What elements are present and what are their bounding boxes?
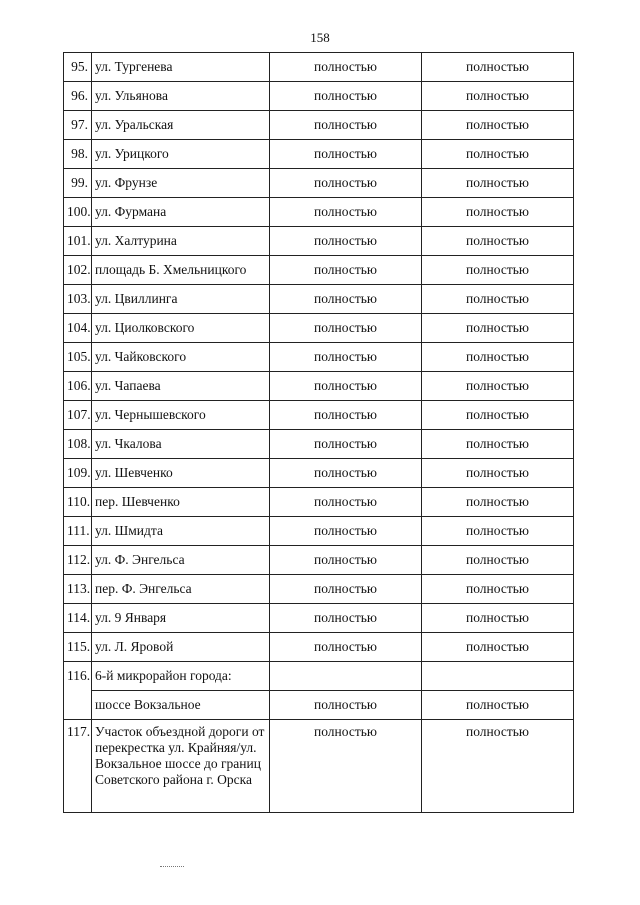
- coverage-cell-1: полностью: [270, 459, 422, 488]
- table-row: [64, 430, 574, 459]
- row-number: 104.: [64, 314, 92, 343]
- street-name: площадь Б. Хмельницкого: [92, 256, 270, 285]
- row-number: 111.: [64, 517, 92, 546]
- coverage-cell-2: полностью: [422, 82, 574, 111]
- row-number: 106.: [64, 372, 92, 401]
- table-row: [64, 82, 574, 111]
- coverage-cell-2: полностью: [422, 111, 574, 140]
- table-row: [64, 546, 574, 575]
- coverage-cell-2: полностью: [422, 401, 574, 430]
- row-number: 108.: [64, 430, 92, 459]
- street-name: ул. Урицкого: [92, 140, 270, 169]
- table-row: [64, 53, 574, 82]
- coverage-cell-1: полностью: [270, 488, 422, 517]
- coverage-cell-2: полностью: [422, 169, 574, 198]
- street-name: ул. Чкалова: [92, 430, 270, 459]
- row-number: 109.: [64, 459, 92, 488]
- row-number: 99.: [64, 169, 92, 198]
- row-number: 105.: [64, 343, 92, 372]
- coverage-cell-1: полностью: [270, 604, 422, 633]
- table-row-117: [64, 720, 574, 813]
- coverage-cell-1: полностью: [270, 314, 422, 343]
- coverage-cell-2: полностью: [422, 430, 574, 459]
- coverage-cell-2: полностью: [422, 314, 574, 343]
- coverage-cell-1-empty: [270, 662, 422, 691]
- coverage-cell-2: полностью: [422, 256, 574, 285]
- coverage-cell-2: полностью: [422, 140, 574, 169]
- table-row: [64, 459, 574, 488]
- coverage-cell-2: полностью: [422, 546, 574, 575]
- coverage-cell-2: полностью: [422, 53, 574, 82]
- street-name: ул. Халтурина: [92, 227, 270, 256]
- coverage-cell-2: полностью: [422, 198, 574, 227]
- table-row: [64, 488, 574, 517]
- street-name: ул. Циолковского: [92, 314, 270, 343]
- street-name: ул. Цвиллинга: [92, 285, 270, 314]
- street-name: ул. Чапаева: [92, 372, 270, 401]
- coverage-cell-1: полностью: [270, 140, 422, 169]
- street-name: ул. Тургенева: [92, 53, 270, 82]
- street-name: шоссе Вокзальное: [92, 691, 270, 720]
- coverage-cell-1: полностью: [270, 227, 422, 256]
- coverage-cell-2: полностью: [422, 517, 574, 546]
- coverage-cell-2: полностью: [422, 691, 574, 720]
- table-row: [64, 256, 574, 285]
- coverage-cell-2: полностью: [422, 285, 574, 314]
- table-row: [64, 140, 574, 169]
- row-number: 116.: [64, 662, 92, 720]
- row-number: 100.: [64, 198, 92, 227]
- street-name: ул. Уральская: [92, 111, 270, 140]
- row-number: 98.: [64, 140, 92, 169]
- coverage-cell-1: полностью: [270, 517, 422, 546]
- table-row-116-sub: [64, 691, 574, 720]
- row-number: 114.: [64, 604, 92, 633]
- row-number: 113.: [64, 575, 92, 604]
- footer-mark: [160, 866, 184, 867]
- table-row: [64, 169, 574, 198]
- row-number: 112.: [64, 546, 92, 575]
- table-body: [64, 53, 574, 813]
- coverage-cell-1: полностью: [270, 343, 422, 372]
- street-name: пер. Шевченко: [92, 488, 270, 517]
- table-row: [64, 314, 574, 343]
- coverage-cell-2: полностью: [422, 372, 574, 401]
- coverage-cell-1: полностью: [270, 256, 422, 285]
- table-row: [64, 372, 574, 401]
- coverage-cell-1: полностью: [270, 720, 422, 813]
- street-name: ул. Ульянова: [92, 82, 270, 111]
- table-row: [64, 401, 574, 430]
- table-row: [64, 517, 574, 546]
- coverage-cell-1: полностью: [270, 111, 422, 140]
- coverage-cell-1: полностью: [270, 546, 422, 575]
- table-row-116-heading: [64, 662, 574, 691]
- coverage-cell-2: полностью: [422, 488, 574, 517]
- street-name: пер. Ф. Энгельса: [92, 575, 270, 604]
- coverage-cell-2: полностью: [422, 604, 574, 633]
- row-number: 107.: [64, 401, 92, 430]
- street-name: ул. Фурмана: [92, 198, 270, 227]
- coverage-cell-2: полностью: [422, 459, 574, 488]
- coverage-cell-1: полностью: [270, 169, 422, 198]
- district-heading: 6-й микрорайон города:: [92, 662, 270, 691]
- table-row: [64, 198, 574, 227]
- table-row: [64, 227, 574, 256]
- table-row: [64, 285, 574, 314]
- street-name: ул. Ф. Энгельса: [92, 546, 270, 575]
- coverage-cell-2: полностью: [422, 227, 574, 256]
- street-name: ул. Шевченко: [92, 459, 270, 488]
- street-name: ул. Фрунзе: [92, 169, 270, 198]
- coverage-cell-1: полностью: [270, 82, 422, 111]
- coverage-cell-1: полностью: [270, 285, 422, 314]
- table-row: [64, 633, 574, 662]
- row-number: 97.: [64, 111, 92, 140]
- table-row: [64, 575, 574, 604]
- coverage-cell-2: полностью: [422, 575, 574, 604]
- coverage-cell-2: полностью: [422, 343, 574, 372]
- coverage-cell-1: полностью: [270, 401, 422, 430]
- row-number: 95.: [64, 53, 92, 82]
- row-number: 103.: [64, 285, 92, 314]
- row-number: 96.: [64, 82, 92, 111]
- row-number: 115.: [64, 633, 92, 662]
- street-name: ул. Л. Яровой: [92, 633, 270, 662]
- row-number: 117.: [64, 720, 92, 813]
- coverage-cell-1: полностью: [270, 633, 422, 662]
- coverage-cell-1: полностью: [270, 372, 422, 401]
- page-number: 158: [310, 30, 330, 45]
- street-name: ул. 9 Января: [92, 604, 270, 633]
- table-row: [64, 343, 574, 372]
- street-name: ул. Чайковского: [92, 343, 270, 372]
- coverage-cell-2-empty: [422, 662, 574, 691]
- table-row: [64, 604, 574, 633]
- coverage-cell-1: полностью: [270, 691, 422, 720]
- table-row: [64, 111, 574, 140]
- row-number: 110.: [64, 488, 92, 517]
- coverage-cell-1: полностью: [270, 198, 422, 227]
- street-name: ул. Шмидта: [92, 517, 270, 546]
- coverage-cell-2: полностью: [422, 720, 574, 813]
- row-number: 101.: [64, 227, 92, 256]
- streets-table: [63, 52, 574, 813]
- row-number: 102.: [64, 256, 92, 285]
- coverage-cell-1: полностью: [270, 430, 422, 459]
- coverage-cell-2: полностью: [422, 633, 574, 662]
- coverage-cell-1: полностью: [270, 53, 422, 82]
- street-name: Участок объездной дороги от перекрестка ул. Крайняя/ул. Вокзальное шоссе до границ Советского района г. Орска: [92, 720, 270, 813]
- coverage-cell-1: полностью: [270, 575, 422, 604]
- street-name: ул. Чернышевского: [92, 401, 270, 430]
